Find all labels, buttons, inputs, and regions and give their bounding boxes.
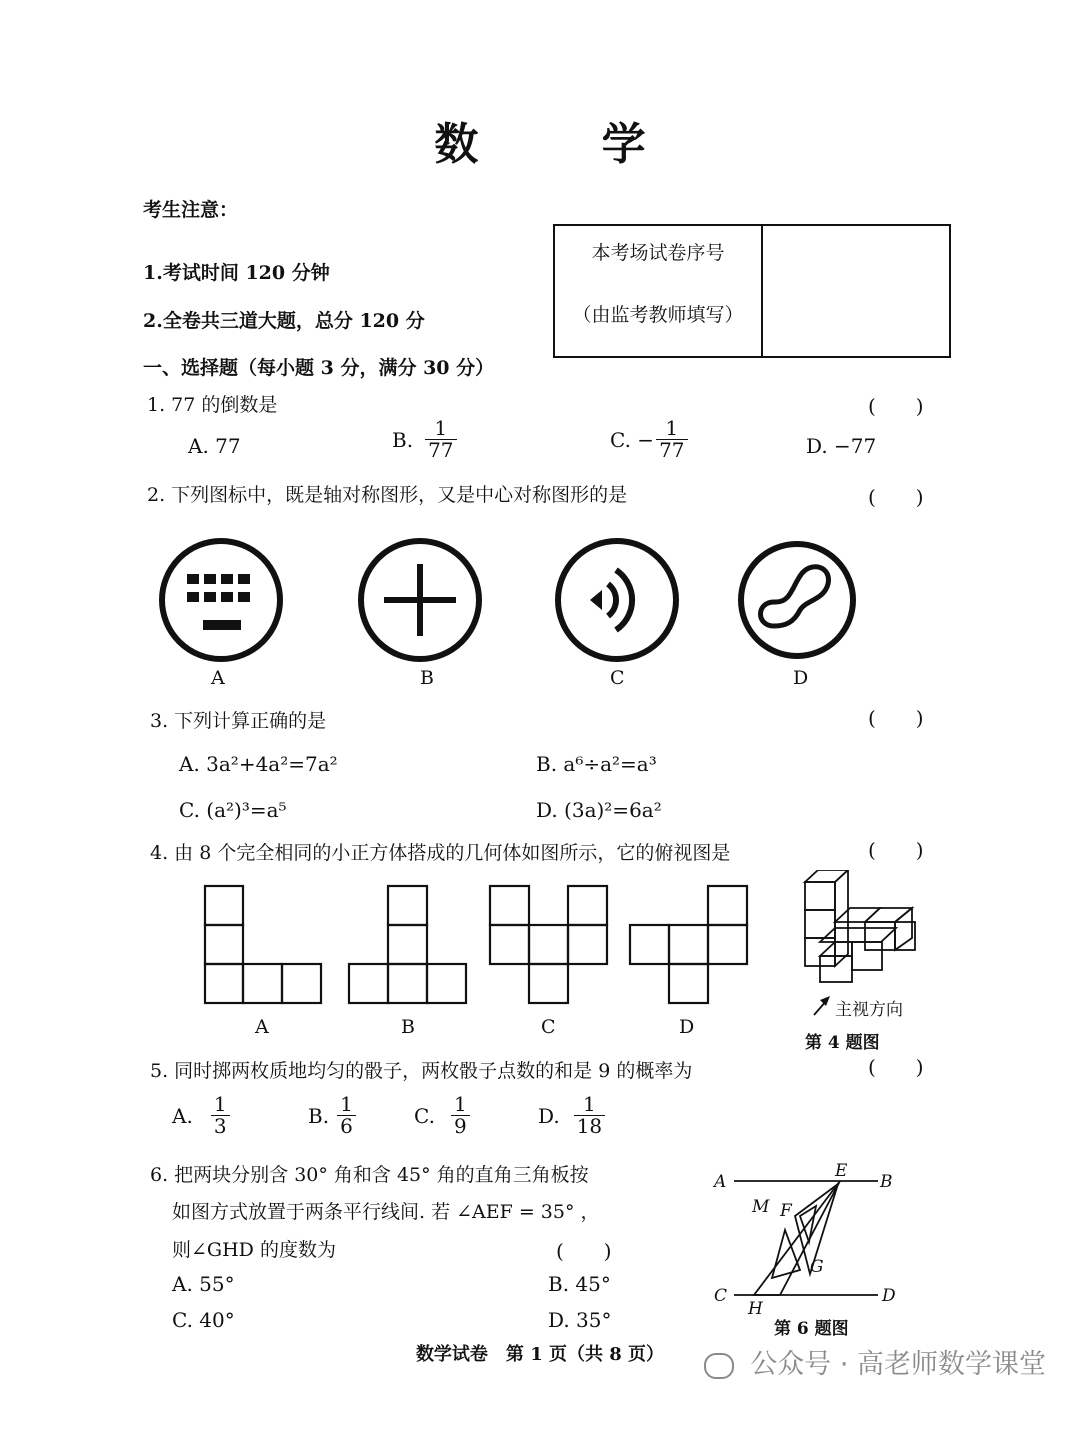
q6-point-f: F: [780, 1201, 792, 1221]
q3-option-b: B. a⁶÷a²=a³: [536, 752, 657, 776]
exam-id-box: [553, 224, 951, 358]
q2-label-c: C: [610, 667, 625, 689]
q4-arrow-head: [820, 996, 830, 1006]
note-1: 1.考试时间 120 分钟: [143, 262, 330, 284]
q5-d-fraction: [574, 1094, 605, 1137]
q5-b-num: 1: [337, 1094, 356, 1116]
q6-option-a: A. 55°: [172, 1272, 235, 1296]
q4-answer-paren[interactable]: ( ): [868, 838, 924, 862]
q2-icons-figure: [150, 530, 870, 700]
q4-stem: 4. 由 8 个完全相同的小正方体搭成的几何体如图所示，它的俯视图是: [150, 842, 731, 864]
note-2: 2.全卷共三道大题，总分 120 分: [143, 310, 425, 332]
q1-option-c: [610, 418, 688, 461]
q6-point-h: H: [748, 1299, 763, 1318]
q6-point-g: G: [810, 1257, 824, 1277]
watermark: [704, 1342, 1046, 1381]
q6-option-b: B. 45°: [548, 1272, 611, 1296]
q4-label-c: C: [541, 1016, 556, 1038]
q2-label-a: A: [211, 667, 225, 689]
q5-option-c: [414, 1094, 470, 1137]
q4-view-c: [490, 886, 607, 1003]
watermark-text: 公众号 · 高老师数学课堂: [750, 1349, 1046, 1380]
page-footer: 数学试卷 第 1 页（共 8 页）: [415, 1344, 665, 1365]
q2-label-b: B: [420, 667, 434, 689]
q6-option-d: D. 35°: [548, 1308, 612, 1332]
q6-point-d: D: [882, 1286, 896, 1306]
q6-stem-line1: 6. 把两块分别含 30° 角和含 45° 角的直角三角板按: [150, 1164, 589, 1186]
q3-option-c: C. (a²)³=a⁵: [179, 798, 287, 822]
q1-option-d: D. −77: [806, 434, 877, 458]
q5-a-label: A.: [172, 1103, 193, 1128]
q5-a-den: 3: [213, 1114, 227, 1138]
q1-option-b: [392, 418, 457, 461]
q6-stem-line3: 则∠GHD 的度数为: [172, 1239, 336, 1261]
q4-view-b: [349, 886, 466, 1003]
exam-id-label-line1: 本考场试卷序号: [591, 242, 725, 264]
q2-label-d: D: [793, 667, 809, 689]
q5-a-fraction: [211, 1094, 230, 1137]
q3-stem: 3. 下列计算正确的是: [150, 710, 327, 732]
exam-id-label-cell: [555, 226, 763, 356]
q1-option-a: A. 77: [188, 434, 241, 458]
q5-option-d: [538, 1094, 605, 1137]
q4-direction-label: 主视方向: [835, 1000, 903, 1020]
q4-label-b: B: [401, 1016, 415, 1038]
q5-b-den: 6: [340, 1114, 353, 1138]
q1-b-num: 1: [425, 418, 456, 440]
q1-option-c-fraction: [656, 418, 687, 461]
q1-option-b-fraction: [425, 418, 456, 461]
q5-stem: 5. 同时掷两枚质地均匀的骰子，两枚骰子点数的和是 9 的概率为: [150, 1060, 693, 1082]
q6-point-e: E: [835, 1161, 848, 1181]
q5-d-label: D.: [538, 1103, 560, 1128]
wechat-icon: [704, 1353, 734, 1379]
q5-d-den: 18: [576, 1114, 603, 1138]
q5-c-label: C.: [414, 1103, 435, 1128]
q5-b-label: B.: [308, 1103, 330, 1128]
q2-answer-paren[interactable]: ( ): [868, 485, 924, 509]
q4-label-d: D: [679, 1016, 695, 1038]
q6-stem-line2: 如图方式放置于两条平行线间. 若 ∠AEF = 35° ，: [172, 1201, 600, 1223]
q4-view-d: [630, 886, 747, 1003]
q3-answer-paren[interactable]: ( ): [868, 706, 924, 730]
section-heading: 一、选择题（每小题 3 分，满分 30 分）: [143, 357, 495, 379]
q6-point-a: A: [714, 1172, 727, 1192]
exam-id-label-line2: （由监考教师填写）: [572, 304, 744, 326]
q2-icon-c-signal: [558, 541, 676, 659]
q6-figure: [700, 1158, 920, 1318]
q1-answer-paren[interactable]: ( ): [868, 394, 924, 418]
q5-answer-paren[interactable]: ( ): [868, 1055, 924, 1079]
q2-icon-a-keyboard: [162, 541, 280, 659]
q1-c-num: 1: [656, 418, 687, 440]
q1-stem: 1. 77 的倒数是: [147, 394, 278, 416]
q5-option-b: [308, 1094, 356, 1137]
q6-answer-paren[interactable]: ( ): [556, 1239, 612, 1263]
q6-figure-caption: 第 6 题图: [774, 1319, 849, 1339]
q6-option-c: C. 40°: [172, 1308, 235, 1332]
q4-solid-figure: [805, 870, 915, 982]
q3-option-d: D. (3a)²=6a²: [536, 798, 662, 822]
q1-c-den: 77: [659, 438, 685, 462]
q1-b-den: 77: [428, 438, 454, 462]
q6-point-m: M: [752, 1197, 770, 1217]
q3-option-a: A. 3a²+4a²=7a²: [179, 752, 338, 776]
q5-option-a: [172, 1094, 230, 1137]
q5-b-fraction: [337, 1094, 356, 1137]
q4-figure-caption: 第 4 题图: [805, 1033, 880, 1053]
exam-id-value-cell[interactable]: [763, 226, 949, 356]
q1-option-b-label: B.: [392, 427, 414, 452]
q6-point-b: B: [880, 1172, 893, 1192]
q5-c-num: 1: [451, 1094, 470, 1116]
q4-label-a: A: [255, 1016, 269, 1038]
q2-stem: 2. 下列图标中，既是轴对称图形，又是中心对称图形的是: [147, 484, 628, 506]
q5-a-num: 1: [211, 1094, 230, 1116]
q2-icon-d-curve: [741, 544, 853, 656]
q5-c-den: 9: [453, 1114, 467, 1138]
q1-option-c-label: C. −: [610, 427, 655, 452]
q2-icon-b-plus: [361, 541, 479, 659]
page-title: 数 学: [434, 119, 700, 170]
q6-point-c: C: [714, 1286, 728, 1306]
q5-d-num: 1: [574, 1094, 605, 1116]
notice-heading: 考生注意：: [143, 199, 239, 221]
q4-figure: [190, 870, 920, 1040]
q4-view-a: [205, 886, 321, 1003]
q5-c-fraction: [451, 1094, 470, 1137]
